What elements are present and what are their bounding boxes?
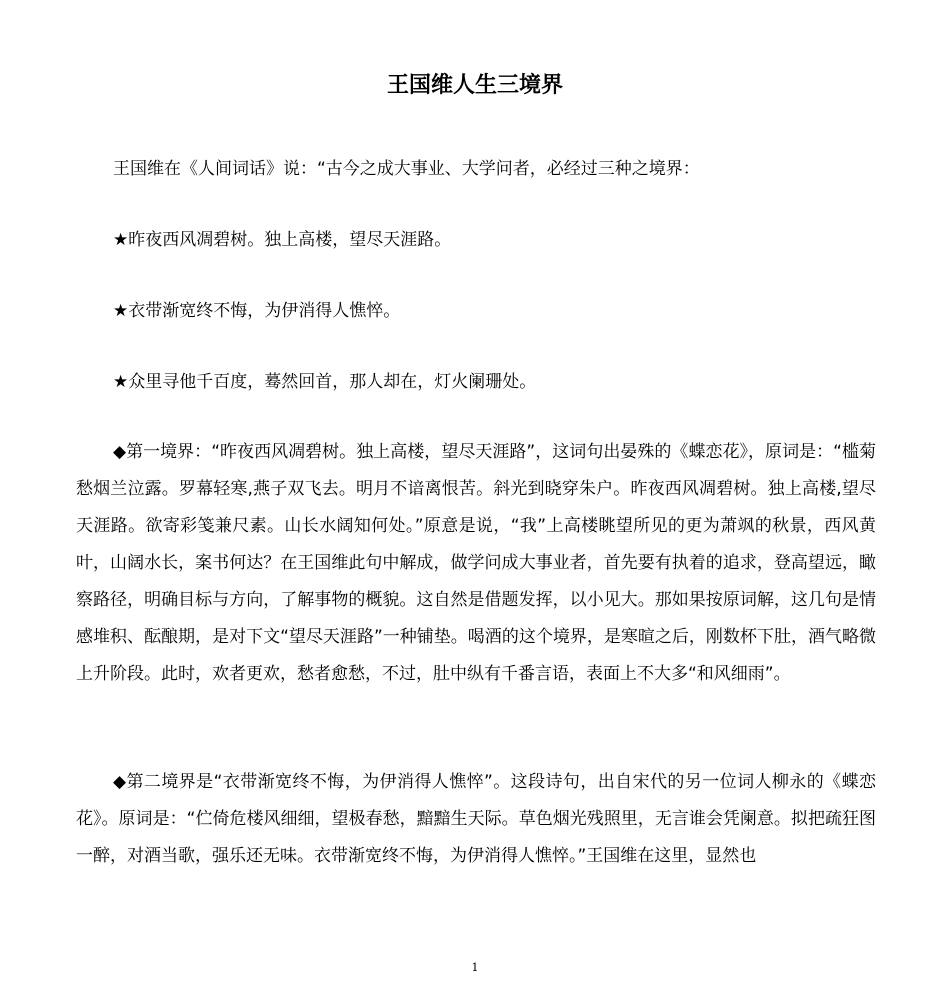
verse-line-3: ★众里寻他千百度，蓦然回首，那人却在，灯火阑珊处。 (113, 372, 537, 392)
verse-line-2: ★衣带渐宽终不悔，为伊消得人憔悴。 (113, 301, 401, 321)
paragraph-first-realm: ◆第一境界：“昨夜西风凋碧树。独上高楼，望尽天涯路”，这词句出晏殊的《蝶恋花》，原词是：“槛菊愁烟兰泣露。罗幕轻寒,燕子双飞去。明月不谙离恨苦。斜光到晓穿朱户。昨夜西风凋碧树。独上高楼,望尽天涯路。欲寄彩笺兼尺素。山长水阔知何处。”原意是说，“我”上高楼眺望所见的更为萧飒的秋景，西风黄叶，山阔水长，案书何达？在王国维此句中解成，做学问成大事业者，首先要有执着的追求，登高望远，瞰察路径，明确目标与方向，了解事物的概貌。这自然是借题发挥，以小见大。那如果按原词解，这几句是情感堆积、酝酿期，是对下文“望尽天涯路”一种铺垫。喝酒的这个境界，是寒暄之后，刚数杯下肚，酒气略微上升阶段。此时，欢者更欢，愁者愈愁，不过，肚中纵有千番言语，表面上不大多“和风细雨”。 (76, 442, 876, 684)
page-title: 王国维人生三境界 (386, 73, 563, 98)
page-number: 1 (471, 961, 479, 974)
verse-line-1: ★昨夜西风凋碧树。独上高楼，望尽天涯路。 (113, 230, 452, 250)
intro-paragraph: 王国维在《人间词话》说：“古今之成大事业、大学问者，必经过三种之境界： (113, 159, 700, 179)
paragraph-second-realm: ◆第二境界是“衣带渐宽终不悔，为伊消得人憔悴”。这段诗句，出自宋代的另一位词人柳永的《蝶恋花》。原词是：“伫倚危楼风细细，望极春愁，黯黯生天际。草色烟光残照里，无言谁会凭阑意。拟把疏狂图一醉，对酒当歌，强乐还无味。衣带渐宽终不悔，为伊消得人憔悴。”王国维在这里，显然也 (76, 772, 876, 866)
